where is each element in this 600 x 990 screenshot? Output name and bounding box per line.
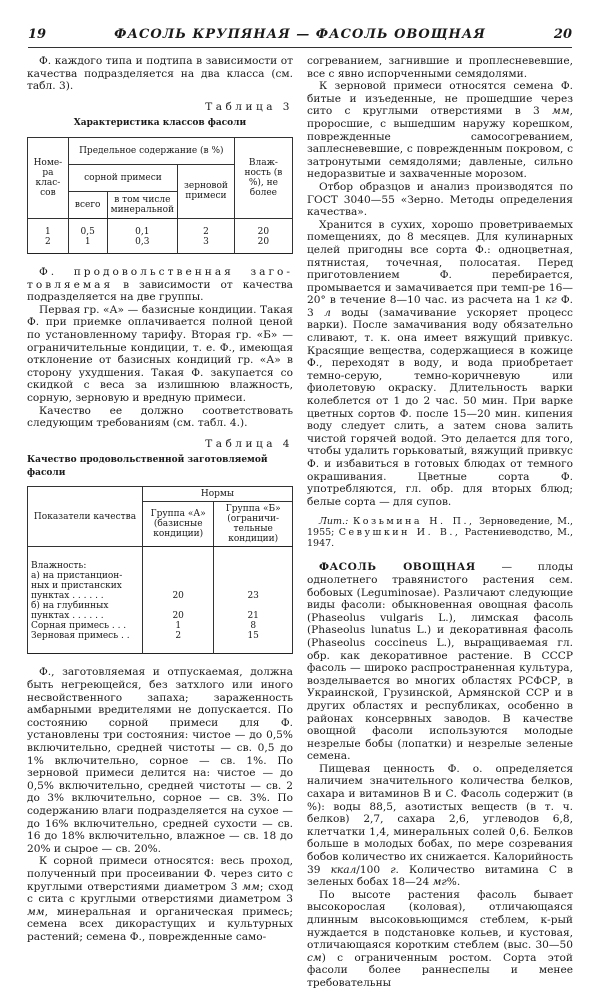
table-row: б) на глубинных пунктах . . . . . . 20 21 bbox=[28, 601, 293, 621]
th-class-no: Номе-ра клас-сов bbox=[28, 137, 69, 218]
paragraph: Ф., заготовляемая и отпускаемая, должна быть негреющейся, без затхлого или иного несвойственного запаха; зараженность амбарными вредителями не допускается. По состоянию сорной примеси для Ф. установлены три состояния: чистое — до 0,5% включительно, средней чистоты — св. 0,5 до 1% включительно, сорное — св. 1%. По зерновой примеси делится на: чистое — до 0,5% включительно, средней чистоты — св. 2 до 3% включительно, сорное — св. 3%. По содержанию влаги подразделяется на сухое — до 16% включительно, средней сухости — св. 16 до 18% включительно, влажное — св. 18 до 20% и сырое — св. 20%. bbox=[27, 666, 293, 855]
table-4-label: Таблица 4 bbox=[205, 437, 293, 450]
table-3-label: Таблица 3 bbox=[205, 100, 293, 113]
right-column bbox=[307, 55, 573, 990]
paragraph: Хранится в сухих, хорошо проветриваемых помещениях, до 8 месяцев. Для кулинарных целей пригодны все сорта Ф.: одноцветная, пятнистая, точечная, полосатая. Перед приготовлением Ф. перебирается, промывается и замачивается при темп-ре 16—20° в течение 8—10 час. из расчета на 1 кг Ф. 3 л воды (замачивание ускоряет процесс варки). После замачивания воду обязательно сливают, т. к. она имеет вяжущий привкус. Красящие вещества, содержащиеся в кожице Ф., переходят в воду, и вода приобретает темно-серую, темно-коричневую или фиолетовую окраску. Длительность варки колеблется от 1 до 2 час. 50 мин. При варке цветных сортов Ф. после 15—20 мин. кипения воду следует слить, а затем снова залить чистой горячей водой. Это делается для того, чтобы удалить горьковатый, вяжущий привкус Ф. и избавиться в готовых блюдах от темного окрашивания. Цветные сорта Ф. употребляются, гл. обр. для вторых блюд; белые сорта — для супов. bbox=[307, 218, 574, 508]
th-group-b: Группа «Б» (ограничи-тельные кондиции) bbox=[214, 502, 293, 547]
th-total: всего bbox=[68, 191, 107, 218]
th-norms: Нормы bbox=[143, 487, 293, 502]
left-column bbox=[27, 55, 293, 944]
table-row: 1 2 0,5 1 0,1 0,3 2 3 20 20 bbox=[28, 218, 293, 253]
paragraph: Пищевая ценность Ф. о. определяется наличием значительного количества белков, сахара и витаминов В и С. Фасоль содержит (в %): воды 88,5, азотистых веществ (в т. ч. белков) 2,7, сахара 2,6, углеводов 6,8, клетчатки 1,4, минеральных солей 0,6. Белков больше в молодых бобах, по мере созревания бобов количество их снижается. Калорийность 39 ккал/100 г. Количество витамина С в зеленых бобах 18—24 мг%. bbox=[307, 762, 573, 889]
entry-title: ФАСОЛЬ ОВОЩНАЯ bbox=[319, 561, 476, 574]
paragraph: Качество ее должно соответствовать следующим требованиям (см. табл. 4.). bbox=[27, 404, 293, 430]
table-row: Сорная примесь . . . 1 8 bbox=[28, 621, 293, 631]
th-weed: сорной примеси bbox=[68, 164, 177, 191]
page-number-left: 19 bbox=[28, 27, 47, 42]
paragraph: К зерновой примеси относятся семена Ф. битые и изъеденные, не прошедшие через сито с круглыми отверстиями в 3 мм, проросшие, с вышедшим наружу корешком, поврежденные самосогреванием, заплесневевшие, с поврежденным покровом, с затронутыми семядолями; давленые, сильно недоразвитые и захваченные морозом. bbox=[307, 80, 573, 181]
th-moisture: Влаж-ность (в %), не более bbox=[234, 137, 292, 218]
literature-references: Лит.: Козьмина Н. П., Зерноведение, М., 1955; Севушкин И. В., Растениеводство, М., 1947. bbox=[307, 516, 573, 550]
paragraph: Отбор образцов и анализ производятся по ГОСТ 3040—55 «Зерно. Методы определения качества». bbox=[307, 180, 573, 219]
paragraph: По высоте растения фасоль бывает высокорослая (коловая), отличающаяся длинным высоковьющимся стеблем, к-рый нуждается в подстановке кольев, и кустовая, отличающаяся коротким стеблем (выс. 30—50 см) с ограниченным ростом. Сорта этой фасоли более раннеспелы и менее требовательны bbox=[307, 888, 573, 989]
paragraph: К сорной примеси относятся: весь проход, полученный при просеивании Ф. через сито с круглыми отверстиями диаметром 3 мм; сход с сита с круглыми отверстиями диаметром 3 мм, минеральная и органическая примесь; семена всех дикорастущих и культурных растений; семена Ф., поврежденные само- bbox=[27, 855, 293, 943]
running-title: ФАСОЛЬ КРУПЯНАЯ — ФАСОЛЬ ОВОЩНАЯ bbox=[114, 27, 486, 42]
table-4 bbox=[27, 486, 293, 654]
running-header bbox=[28, 27, 572, 45]
header-rule bbox=[28, 47, 572, 48]
th-grain: зерновой примеси bbox=[178, 164, 235, 218]
page-number-right: 20 bbox=[553, 27, 572, 42]
table-3 bbox=[27, 137, 293, 254]
th-indicators: Показатели качества bbox=[28, 487, 143, 547]
table-4-caption: Качество продовольственной заготовляемой фасоли bbox=[27, 455, 268, 478]
th-limit: Предельное содержание (в %) bbox=[68, 137, 234, 164]
th-group-a: Группа «А» (базисные кондиции) bbox=[143, 502, 214, 547]
table-row: Влажность: bbox=[28, 547, 293, 572]
table-3-caption: Характеристика классов фасоли bbox=[73, 118, 247, 129]
th-mineral: в том числе минеральной bbox=[107, 191, 177, 218]
table-row: Зерновая примесь . . 2 15 bbox=[28, 631, 293, 654]
entry-paragraph: ФАСОЛЬ ОВОЩНАЯ — плоды однолетнего травянистого растения сем. бобовых (Leguminosae). Различают следующие виды фасоли: обыкновенная овощная фасоль (Phaseolus vulgaris L.), лимская фасоль (Phaseolus lunatus L.) и декоративная фасоль (Phaseolus coccineus L.), выращиваемая гл. обр. как декоративное растение. В СССР фасоль — широко распространенная культура, возделывается во многих областях РСФСР, в Украинской, Грузинской, Армянской ССР и в других областях и республиках, особенно в районах консервных заводов. В качестве овощной фасоли используются молодые незрелые бобы (лопатки) и незрелые зеленые семена. bbox=[307, 561, 573, 763]
paragraph: Первая гр. «А» — базисные кондиции. Такая Ф. при приемке оплачивается полной ценой по установленному тарифу. Вторая гр. «Б» — ограничительные кондиции, т. е. Ф., имеющая отклонение от базисных кондиций гр. «А» в сторону ухудшения. Такая Ф. закупается со скидкой с веса за излишнюю влажность, сорную, зерновую и вредную примеси. bbox=[27, 303, 293, 404]
paragraph: согреванием, загнившие и проплесневевшие, все с явно испорченными семядолями. bbox=[307, 55, 573, 80]
table-row: а) на пристанцион-ных и пристанских пунктах . . . . . . 20 23 bbox=[28, 571, 293, 601]
paragraph: Ф. каждого типа и подтипа в зависимости от качества подразделяется на два класса (см. табл. 3). bbox=[27, 55, 293, 93]
paragraph: Ф. продовольственная заго-товляемая в зависимости от качества подразделяется на две группы. bbox=[27, 265, 293, 304]
